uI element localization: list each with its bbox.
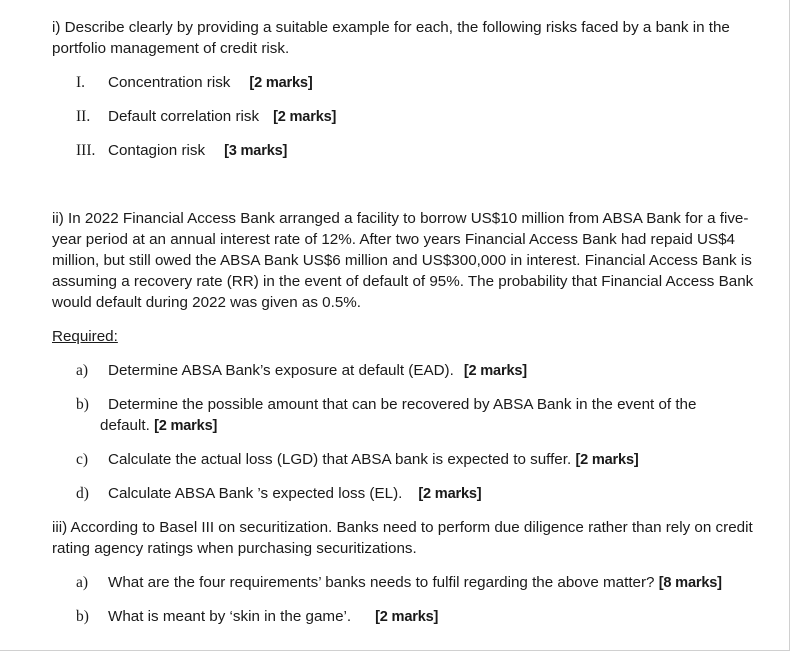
q2-item-b bbox=[76, 394, 697, 415]
q2-item-a bbox=[76, 360, 527, 381]
q2-item-b-continuation bbox=[100, 415, 217, 437]
q2-item-b-num: b) bbox=[76, 396, 89, 413]
q2-item-b-marks: [2 marks] bbox=[154, 418, 218, 434]
q2-item-a-num: a) bbox=[76, 362, 89, 379]
q2-item-d-text: Calculate ABSA Bank ’s expected loss (EL). bbox=[108, 485, 403, 502]
q3-item-b-marks: [2 marks] bbox=[375, 609, 439, 625]
q2-item-c-marks: [2 marks] bbox=[575, 452, 639, 468]
q3-intro: iii) According to Basel III on securitization. Banks need to perform due diligence rather than rely on credit rating agency ratings when purchasing securitizations. bbox=[52, 519, 753, 557]
q1-item-2-marks: [2 marks] bbox=[273, 109, 337, 125]
q1-item-1-marks: [2 marks] bbox=[249, 75, 313, 91]
q1-item-3-marks: [3 marks] bbox=[224, 143, 288, 159]
q2-item-c-num: c) bbox=[76, 451, 89, 468]
q2-item-b-text2: default. bbox=[100, 417, 150, 434]
q1-item-1-num: I. bbox=[76, 74, 86, 91]
q2-item-b-text: Determine the possible amount that can be recovered by ABSA Bank in the event of the bbox=[108, 396, 697, 413]
q2-item-d-num: d) bbox=[76, 485, 89, 502]
q2-item-d bbox=[76, 483, 482, 504]
q1-item-2 bbox=[76, 106, 337, 127]
q1-item-2-text: Default correlation risk bbox=[108, 108, 260, 125]
q3-item-a bbox=[76, 572, 722, 593]
q2-intro: ii) In 2022 Financial Access Bank arranged a facility to borrow US$10 million from ABSA Bank for a five-year period at an annual interest rate of 12%. After two years Financial Access Bank had repaid US$4 million, but still owed the ABSA Bank US$6 million and US$300,000 in interest. Financial Access Bank is assuming a recovery rate (RR) in the event of default of 95%. The probability that Financial Access Bank would default during 2022 was given as 0.5%. bbox=[52, 210, 754, 311]
q3-item-a-text: What are the four requirements’ banks needs to fulfil regarding the above matter? bbox=[108, 574, 655, 591]
q1-item-1-text: Concentration risk bbox=[108, 74, 231, 91]
q2-item-c bbox=[76, 449, 639, 470]
q2-item-a-marks: [2 marks] bbox=[463, 363, 527, 379]
q3-item-b bbox=[76, 606, 439, 627]
q2-item-d-marks: [2 marks] bbox=[418, 486, 482, 502]
q1-intro: i) Describe clearly by providing a suitable example for each, the following risks faced by a bank in the portfolio management of credit risk. bbox=[52, 19, 730, 57]
required-heading: Required: bbox=[52, 328, 118, 345]
q1-item-3-text: Contagion risk bbox=[108, 142, 206, 159]
q1-item-3 bbox=[76, 140, 288, 161]
q1-item-3-num: III. bbox=[76, 142, 96, 159]
q3-item-b-num: b) bbox=[76, 608, 89, 625]
q2-item-a-text: Determine ABSA Bank’s exposure at default (EAD). bbox=[108, 362, 454, 379]
q3-item-a-marks: [8 marks] bbox=[658, 575, 722, 591]
q1-item-1 bbox=[76, 72, 313, 93]
q1-item-2-num: II. bbox=[76, 108, 91, 125]
q2-item-c-text: Calculate the actual loss (LGD) that ABSA bank is expected to suffer. bbox=[108, 451, 572, 468]
q3-item-a-num: a) bbox=[76, 574, 89, 591]
q3-item-b-text: What is meant by ‘skin in the game’. bbox=[108, 608, 352, 625]
